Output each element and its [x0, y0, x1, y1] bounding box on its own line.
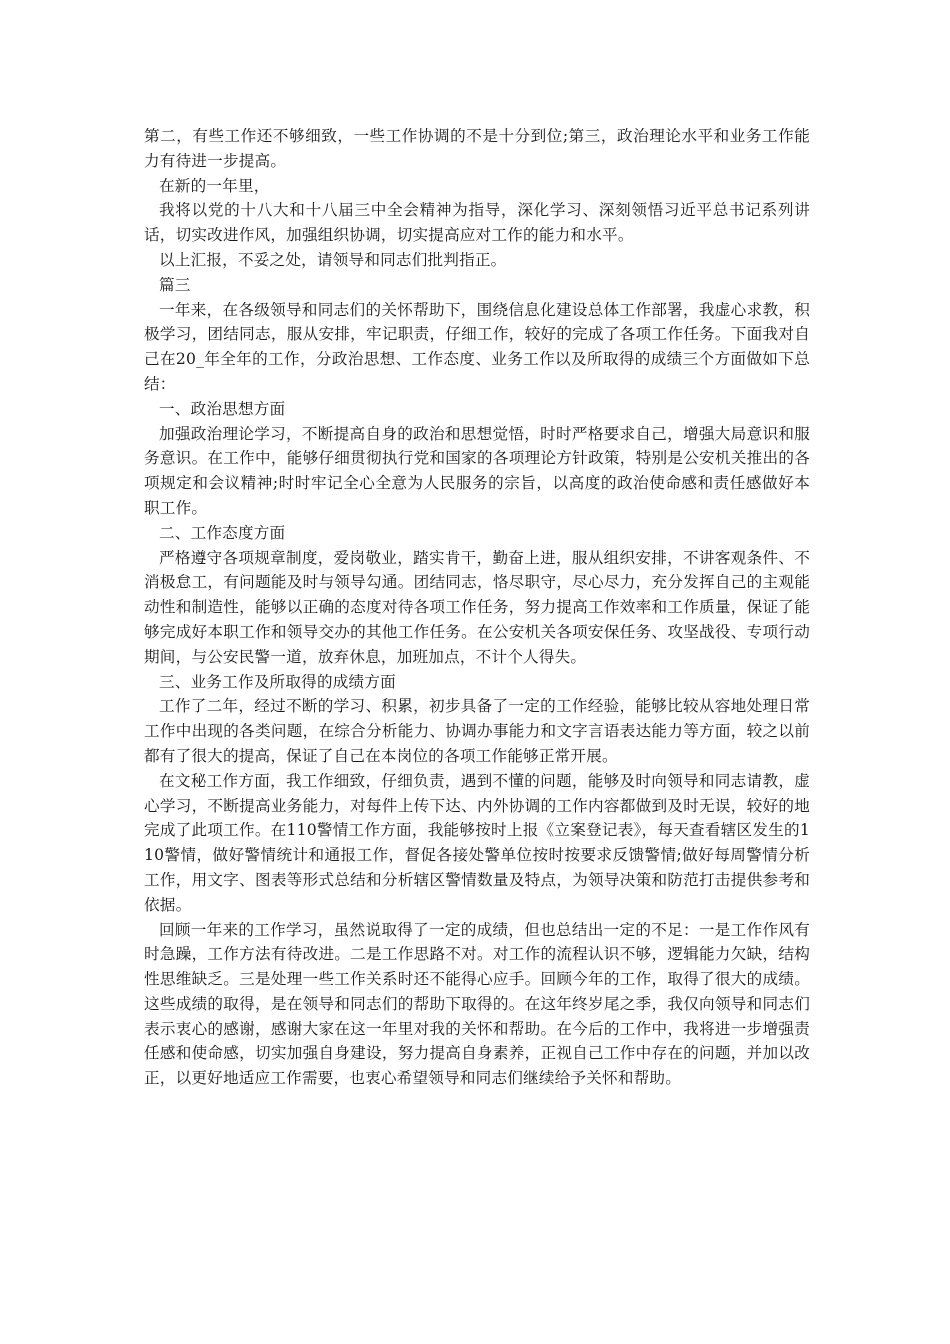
paragraph: 我将以党的十八大和十八届三中全会精神为指导，深化学习、深刻领悟习近平总书记系列讲话，切实改进作风，加强组织协调，切实提高应对工作的能力和水平。 — [144, 201, 810, 245]
paragraph: 在新的一年里， — [159, 176, 270, 195]
paragraph: 一年来，在各级领导和同志们的关怀帮助下，围绕信息化建设总体工作部署，我虚心求教，积极学习，团结同志，服从安排，牢记职责，仔细工作，较好的完成了各项工作任务。下面我对自己在20_年全年的工作，分政治思想、工作态度、业务工作以及所取得的成绩三个方面做如下总结： — [144, 300, 810, 393]
section-heading: 二、工作态度方面 — [159, 523, 286, 542]
paragraph: 第二，有些工作还不够细致，一些工作协调的不是十分到位;第三，政治理论水平和业务工作能力有待进一步提高。 — [144, 127, 810, 170]
section-heading: 篇三 — [159, 275, 191, 294]
paragraph: 回顾一年来的工作学习，虽然说取得了一定的成绩，但也总结出一定的不足：一是工作作风有时急躁，工作方法有待改进。二是工作思路不对。对工作的流程认识不够，逻辑能力欠缺，结构性思维缺乏。三是处理一些工作关系时还不能得心应手。回顾今年的工作，取得了很大的成绩。这些成绩的取得，是在领导和同志们的帮助下取得的。在这年终岁尾之季，我仅向领导和同志们表示衷心的感谢，感谢大家在这一年里对我的关怀和帮助。在今后的工作中，我将进一步增强责任感和使命感，切实加强自身建设，努力提高自身素养，正视自己工作中存在的问题，并加以改正，以更好地适应工作需要，也衷心希望领导和同志们继续给予关怀和帮助。 — [144, 920, 810, 1088]
document-body — [144, 124, 810, 1091]
section-heading: 三、业务工作及所取得的成绩方面 — [159, 672, 396, 691]
section-heading: 一、政治思想方面 — [159, 399, 286, 418]
paragraph: 工作了二年，经过不断的学习、积累，初步具备了一定的工作经验，能够比较从容地处理日常工作中出现的各类问题，在综合分析能力、协调办事能力和文字言语表达能力等方面，较之以前都有了很大的提高，保证了自己在本岗位的各项工作能够正常开展。 — [144, 697, 810, 765]
paragraph: 严格遵守各项规章制度，爱岗敬业，踏实肯干，勤奋上进，服从组织安排，不讲客观条件、不消极怠工，有问题能及时与领导勾通。团结同志，恪尽职守，尽心尽力，充分发挥自己的主观能动性和制造性，能够以正确的态度对待各项工作任务，努力提高工作效率和工作质量，保证了能够完成好本职工作和领导交办的其他工作任务。在公安机关各项安保任务、攻坚战役、专项行动期间，与公安民警一道，放弃休息，加班加点，不计个人得失。 — [144, 548, 810, 666]
paragraph: 以上汇报，不妥之处，请领导和同志们批判指正。 — [159, 250, 507, 269]
paragraph: 加强政治理论学习，不断提高自身的政治和思想觉悟，时时严格要求自己，增强大局意识和服务意识。在工作中，能够仔细贯彻执行党和国家的各项理论方针政策，特别是公安机关推出的各项规定和会议精神;时时牢记全心全意为人民服务的宗旨，以高度的政治使命感和责任感做好本职工作。 — [144, 424, 810, 517]
paragraph: 在文秘工作方面，我工作细致，仔细负责，遇到不懂的问题，能够及时向领导和同志请教，虚心学习，不断提高业务能力，对每件上传下达、内外协调的工作内容都做到及时无误，较好的地完成了此项工作。在110警情工作方面，我能够按时上报《立案登记表》，每天查看辖区发生的110警情，做好警情统计和通报工作，督促各接处警单位按时按要求反馈警情;做好每周警情分析工作，用文字、图表等形式总结和分析辖区警情数量及特点，为领导决策和防范打击提供参考和依据。 — [144, 771, 810, 914]
